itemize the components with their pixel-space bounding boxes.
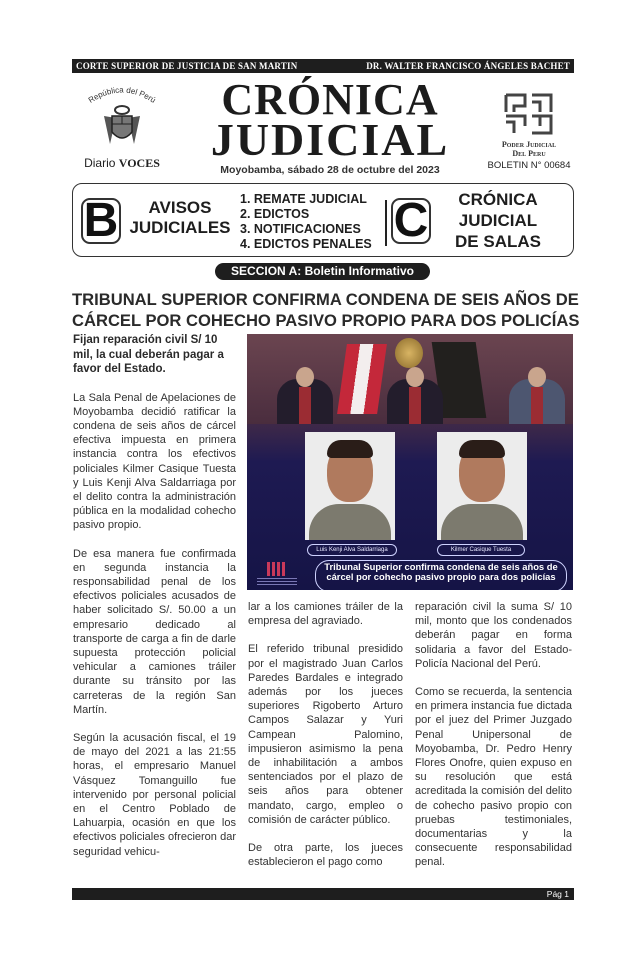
issue-date: Moyobamba, sábado 28 de octubre del 2023	[220, 164, 440, 176]
masthead-title-line2: JUDICIAL	[210, 114, 450, 165]
section-b-item: 2. EDICTOS	[240, 207, 310, 221]
section-b-item: 1. REMATE JUDICIAL	[240, 192, 367, 206]
article-column-3	[415, 600, 572, 884]
judge-figure	[387, 379, 443, 424]
photo-caption-left: Luis Kenji Alva Saldarriaga	[307, 544, 397, 556]
article-paragraph: El referido tribunal presidido por el magistrado Juan Carlos Paredes Bardales e integrado además por los jueces superiores Rigoberto Arturo Campos Salazar y Yuri Campean Palomino, impusieron asimismo la pena de inhabilitación a ambos sentenciados por el plazo de seis años para obtener mandato, cargo, empleo o comisión de carácter público.	[248, 643, 403, 826]
republic-coat-of-arms-logo	[82, 86, 162, 174]
article-paragraph: reparación civil la suma S/ 10 mil, monto que los condenados deberán pagar en forma solidaria a favor del Estado-Policía Nacional del Perú.	[415, 601, 572, 670]
divider	[385, 200, 387, 246]
poder-judicial-logo	[484, 92, 574, 171]
section-b-title: AVISOS JUDICIALES	[129, 198, 231, 237]
section-b-item: 4. EDICTOS PENALES	[240, 237, 372, 251]
article-column-1	[73, 333, 236, 873]
arc-text-icon	[84, 86, 160, 106]
article-column-2	[248, 600, 403, 883]
photo-source-text	[257, 578, 297, 586]
photo-overlay-title: Tribunal Superior confirma condena de seis años de cárcel por cohecho pasivo propio para dos policías	[315, 560, 567, 590]
section-c-title: CRÓNICA JUDICIAL DE SALAS	[455, 190, 541, 251]
page-number: Pág 1	[546, 889, 569, 899]
article-photo	[247, 334, 573, 590]
poder-judicial-icon	[503, 92, 555, 136]
article-paragraph: Como se recuerda, la sentencia en primera instancia fue dictada por el juez del Primer Juzgado Penal Unipersonal de Moyobamba, Dr. Pedro Henry Flores Onofre, quien expuso en su resolución que está acreditada la comisión del delito de cohecho pasivo propio con pruebas testimoniales, documentarias y la consecuente responsabilidad penal.	[415, 686, 572, 869]
article-headline: TRIBUNAL SUPERIOR CONFIRMA CONDENA DE SEIS AÑOS DE CÁRCEL POR COHECHO PASIVO PROPIO PARA DOS POLICÍAS	[72, 290, 580, 330]
sections-box	[72, 183, 574, 257]
brand-diario-voces: Diario VOCES	[84, 156, 160, 170]
article-paragraph: De esa manera fue confirmada en segunda instancia la responsabilidad penal de los efectivos policiales acusados de haber solicitado S/. 50.00 a un empresario dedicado al transporte de carga a fin de darle supuesta protección policial vehicular a camiones tráiler durante su tránsito por las carreteras de la región San Martín.	[73, 547, 236, 716]
section-a-label: SECCION A: Boletin Informativo	[215, 263, 430, 280]
boletin-number: BOLETIN N° 00684	[487, 160, 571, 171]
mugshot-left	[305, 432, 395, 540]
poder-judicial-name: Poder Judicial Del Peru	[501, 140, 557, 158]
photo-caption-right: Kilmer Casique Tuesta	[437, 544, 525, 556]
judge-figure	[509, 379, 565, 424]
top-banner	[72, 59, 574, 73]
article-paragraph: De otra parte, los jueces establecieron el pago como	[248, 842, 403, 869]
section-b-items	[240, 192, 372, 252]
coat-of-arms-icon	[100, 104, 144, 148]
section-b-item: 3. NOTIFICACIONES	[240, 222, 361, 236]
mugshot-right	[437, 432, 527, 540]
footer-bar	[72, 888, 574, 900]
judge-figure	[277, 379, 333, 424]
section-b-letter: B	[81, 198, 121, 244]
director-name: DR. WALTER FRANCISCO ÁNGELES BACHET	[366, 61, 570, 71]
judiciary-emblem-icon	[395, 338, 423, 368]
article-paragraph: Según la acusación fiscal, el 19 de mayo del 2021 a las 21:55 horas, el empresario Manuel Vásquez Tomanguillo fue intervenido por personal policial en el Centro Poblado de Lahuarpia, ocasión en que los efectivos policiales ofrecieron dar seguridad vehicu-	[73, 731, 236, 858]
article-paragraph: La Sala Penal de Apelaciones de Moyobamba decidió ratificar la condena de seis años de cárcel efectiva impuesta en primera instancia contra los efectivos policiales Kilmer Casique Tuesta y Luis Kenji Alva Saldarriaga por el delito contra la administración pública en la modalidad cohecho pasivo propio.	[73, 391, 236, 532]
court-name: CORTE SUPERIOR DE JUSTICIA DE SAN MARTIN	[76, 61, 298, 71]
article-lede: Fijan reparación civil S/ 10 mil, la cual deberán pagar a favor del Estado.	[73, 334, 224, 375]
masthead	[205, 75, 455, 176]
section-c-letter: C	[391, 198, 431, 244]
svg-text:República del Perú: República del Perú	[86, 86, 158, 105]
photo-source-logo	[267, 562, 285, 576]
masthead-title-line1: CRÓNICA	[221, 75, 439, 124]
article-paragraph: lar a los camiones tráiler de la empresa del agraviado.	[248, 601, 403, 628]
